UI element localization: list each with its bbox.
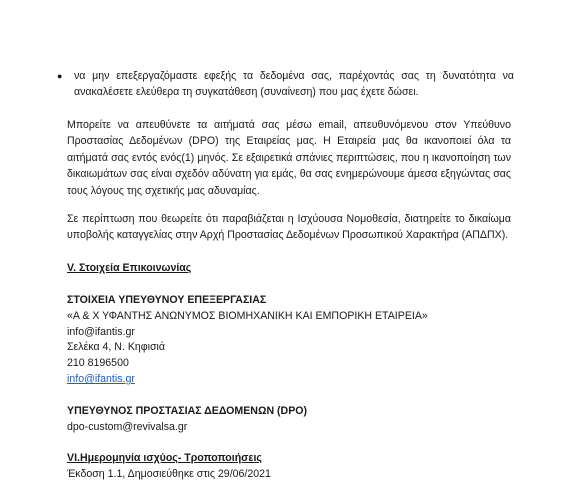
bullet-item: [56, 68, 514, 100]
company-email-link[interactable]: info@ifantis.gr: [67, 373, 135, 385]
company-phone: 210 8196500: [67, 357, 129, 369]
complaint-paragraph: Σε περίπτωση που θεωρείτε ότι παραβιάζεται η Ισχύουσα Νομοθεσία, διατηρείτε το δικαίωμα υποβολής καταγγελίας στην Αρχή Προστασίας Δεδομένων Προσωπικού Χαρακτήρα (ΑΠΔΠΧ).: [67, 213, 511, 242]
requests-paragraph: Μπορείτε να απευθύνετε τα αιτήματά σας μέσω email, απευθυνόμενου στον Υπεύθυνο Προστασίας Δεδομένων (DPO) της Εταιρείας μας. Η Εταιρεία μας θα ικανοποιεί όλα τα αιτήματά σας εντός ενός(1) μηνός. Σε εξαιρετικά σπάνιες περιπτώσεις, που η ικανοποίηση των δικαιωμάτων σας είναι σχεδόν αδύνατη για εμάς, θα σας ενημερώνουμε άμεσα εξηγώντας σας τους λόγους της σχετικής μας αδυναμίας.: [67, 119, 511, 197]
bullet-dot-icon: ●: [57, 71, 63, 81]
company-email: info@ifantis.gr: [67, 326, 135, 338]
dpo-email: dpo-custom@revivalsa.gr: [67, 421, 188, 433]
section-5-heading: V. Στοιχεία Επικοινωνίας: [67, 262, 192, 274]
company-address: Σελέκα 4, Ν. Κηφισιά: [67, 341, 166, 353]
bullet-text: να μην επεξεργαζόμαστε εφεξής τα δεδομένα σας, παρέχοντάς σας τη δυνατότητα να ανακαλέσετε ελεύθερα τη συγκατάθεση (συναίνεση) που μας έχετε δώσει.: [74, 70, 514, 98]
section-6-heading: VI.Ημερομηνία ισχύος- Τροποποιήσεις: [67, 452, 262, 464]
version-info: Έκδοση 1.1, Δημοσιεύθηκε στις 29/06/2021: [67, 468, 271, 480]
company-name: «Α & Χ ΥΦΑΝΤΗΣ ΑΝΩΝΥΜΟΣ ΒΙΟΜΗΧΑΝΙΚΗ ΚΑΙ ΕΜΠΟΡΙΚΗ ΕΤΑΙΡΕΙΑ»: [67, 310, 428, 322]
dpo-title: ΥΠΕΥΘΥΝΟΣ ΠΡΟΣΤΑΣΙΑΣ ΔΕΔΟΜΕΝΩΝ (DPO): [67, 405, 308, 417]
controller-title: ΣΤΟΙΧΕΙΑ ΥΠΕΥΘΥΝΟΥ ΕΠΕΞΕΡΓΑΣΙΑΣ: [67, 294, 267, 306]
